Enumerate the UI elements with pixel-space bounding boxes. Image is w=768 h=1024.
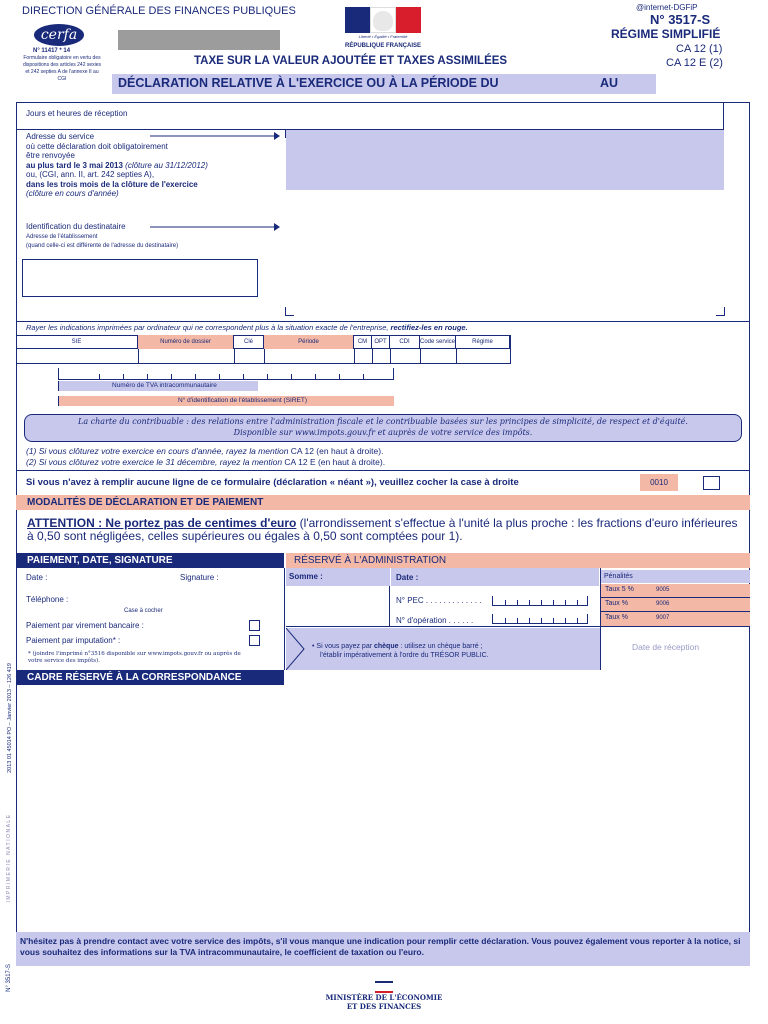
side-code-1: 2013 01 45014 PO – Janvier 2013 – 126 419 (7, 663, 13, 773)
penalite-row-1-code: 9005 (656, 587, 670, 593)
cheque-pre: Si vous payez par (316, 643, 374, 650)
paiement-header: PAIEMENT, DATE, SIGNATURE (16, 553, 284, 568)
id-col-sie: SIE (16, 335, 138, 349)
service-text (26, 132, 208, 199)
form-number: N° 3517-S (650, 12, 711, 27)
correspondance-header: CADRE RÉSERVÉ À LA CORRESPONDANCE (16, 670, 284, 685)
republic-motto: Liberté • Égalité • Fraternité (358, 34, 408, 39)
contact-text: N'hésitez pas à prendre contact avec votre service des impôts, s'il vous manque une indication pour remplir cette déclaration. Vous pouvez également vous reporter à la notice, si vous souhaitez des informations sur la TVA intracommunautaire, le coefficient de taxation ou l'euro. (20, 936, 741, 957)
cheque-rest: : utilisez un chèque barré ; (398, 643, 483, 650)
id-col-regime: Régime (456, 335, 510, 349)
corner-tl (285, 129, 294, 138)
charte-line2: Disponible sur www.impots.gouv.fr et auprès de votre service des impôts. (233, 428, 533, 437)
attention-text (27, 517, 743, 543)
corner-br (716, 307, 725, 316)
regime-label: RÉGIME SIMPLIFIÉ (611, 27, 721, 41)
admin-pec-field[interactable] (492, 596, 588, 606)
grey-box (118, 30, 280, 50)
cheque-bold: chèque (374, 643, 399, 650)
paiement-case: Case à cocher (124, 608, 163, 614)
paiement-virement-label: Paiement par virement bancaire : (26, 621, 144, 630)
cerfa-number: N° 11417 * 14 (33, 48, 71, 54)
paiement-footnote: * (joindre l'imprimé n°3516 disponible sur www.impots.gouv.fr ou auprès de votre service des impôts). (28, 651, 241, 664)
republic-caption: RÉPUBLIQUE FRANÇAISE (344, 43, 421, 49)
internet-tag: @internet-DGFiP (636, 3, 698, 12)
service-deadline: au plus tard le 3 mai 2013 (26, 160, 123, 170)
neant-text: Si vous n'avez à remplir aucune ligne de ce formulaire (déclaration « néant »), veuillez cocher la case à droite (26, 477, 519, 488)
service-line7: (clôture en cours d'année) (26, 189, 119, 198)
admin-somme: Somme : (289, 572, 323, 581)
id-col-code-service: Code service (420, 335, 456, 349)
attention-rest: (l'arrondissement s'effectue à l'unité la plus proche : les fractions d'euro inférieures à 0,50 sont négligées, celles supérieures ou égales à 0,50 sont comptées pour 1). (27, 516, 738, 543)
penalite-row-3 (601, 612, 750, 626)
penalite-row-1-label: Taux 5 % (605, 586, 634, 593)
penalite-row-2-code: 9006 (656, 601, 670, 607)
cheque-chevron-icon (286, 628, 306, 670)
service-address-box (286, 130, 724, 190)
note-1-text: (1) Si vous clôturez votre exercice en cours d'année, rayez la mention (26, 446, 291, 456)
virement-checkbox[interactable] (249, 620, 260, 631)
destinataire-arrow-icon (150, 222, 280, 232)
reception-label: Jours et heures de réception (26, 109, 128, 118)
cerfa-logo-text: cerfa (40, 27, 78, 43)
admin-pec: N° PEC . . . . . . . . . . . . . (396, 596, 482, 605)
ministry-emblem-icon (375, 981, 393, 993)
cerfa-note: Formulaire obligatoire en vertu des dispositions des articles 242 sexies et 242 septies A de l'annexe II au CGI (22, 55, 102, 82)
id-col-cle: Clé (234, 335, 264, 349)
penalite-row-3-code: 9007 (656, 615, 670, 621)
penalite-row-2-label: Taux % (605, 600, 628, 607)
charte-line1: La charte du contribuable : des relations entre l'administration fiscale et le contribuable basées sur les principes de simplicité, de respect et d'équité. (78, 417, 688, 426)
republic-logo (345, 7, 421, 43)
penalites-header: Pénalités (601, 570, 750, 583)
admin-somme-box (286, 568, 390, 626)
cheque-line2: l'établir impérativement à l'ordre du TRÉSOR PUBLIC. (320, 652, 489, 659)
admin-operation: N° d'opération . . . . . . (396, 616, 474, 625)
admin-date-band (391, 568, 599, 586)
rayer-bold: rectifiez-les en rouge. (390, 323, 468, 332)
paiement-date: Date : (26, 573, 48, 582)
direction-title: DIRECTION GÉNÉRALE DES FINANCES PUBLIQUES (22, 5, 296, 17)
id-col-periode: Période (264, 335, 354, 349)
service-line2: où cette déclaration doit obligatoirement (26, 141, 168, 151)
ca12-label: CA 12 (1) (676, 43, 723, 55)
imputation-checkbox[interactable] (249, 635, 260, 646)
destinataire-label: Identification du destinataire (26, 222, 126, 231)
cerfa-logo (34, 24, 84, 46)
admin-date: Date : (396, 573, 419, 582)
cheque-text: • Si vous payez par chèque : utilisez un chèque barré ; l'établir impérativement à l'ordre du TRÉSOR PUBLIC. (312, 643, 489, 659)
note-2-mention: CA 12 E (284, 457, 316, 467)
note-2 (26, 457, 385, 467)
ca12e-label: CA 12 E (2) (666, 57, 723, 69)
service-line5: ou, (CGI, ann. II, art. 242 septies A), (26, 170, 155, 179)
note-1 (26, 446, 383, 456)
service-cloture: (clôture au 31/12/2012) (122, 160, 208, 170)
id-col-opt: OPT (372, 335, 390, 349)
attention-bold: ATTENTION : Ne portez pas de centimes d'euro (27, 516, 297, 530)
ministry-line2: ET DES FINANCES (346, 1002, 422, 1011)
id-col-cdi: CDI (390, 335, 420, 349)
tva-intra-label: Numéro de TVA intracommunautaire (112, 382, 217, 389)
destinataire-sub1: Adresse de l'établissement (26, 234, 98, 240)
note-2-text: (2) Si vous clôturez votre exercice le 31 décembre, rayez la mention (26, 457, 285, 467)
penalite-row-1 (601, 584, 750, 598)
neant-code: 0010 (640, 474, 678, 491)
rayer-main: Rayer les indications imprimées par ordinateur qui ne correspondent plus à la situation exacte de l'entreprise, (26, 323, 391, 332)
id-col-cm: CM (354, 335, 372, 349)
service-line3: être renvoyée (26, 151, 75, 160)
siret-label: N° d'identification de l'établissement (SIRET) (178, 397, 307, 404)
declaration-subtitle: DÉCLARATION RELATIVE À L'EXERCICE OU À LA PÉRIODE DU (118, 76, 499, 90)
ministry-line1: MINISTÈRE DE L'ÉCONOMIE (325, 993, 443, 1002)
note-1-mention: CA 12 (290, 446, 314, 456)
marianne-icon (373, 11, 393, 31)
neant-rule (16, 470, 750, 471)
side-code-2: IMPRIMERIE NATIONALE (6, 813, 12, 903)
destinataire-sub2: (quand celle-ci est différente de l'adresse du destinataire) (26, 243, 179, 249)
neant-checkbox[interactable] (703, 476, 720, 490)
side-code-3: N° 3517-S (6, 964, 12, 992)
rayer-rule (16, 321, 750, 322)
tva-intra-field[interactable] (58, 368, 394, 380)
penalite-row-3-label: Taux % (605, 614, 628, 621)
form-title: TAXE SUR LA VALEUR AJOUTÉE ET TAXES ASSIMILÉES (194, 55, 508, 67)
corner-bl (285, 307, 294, 316)
admin-operation-field[interactable] (492, 614, 588, 624)
admin-header: RÉSERVÉ À L'ADMINISTRATION (286, 553, 750, 568)
paiement-block-border (284, 568, 285, 670)
paiement-imputation-label: Paiement par imputation* : (26, 636, 121, 645)
id-table (16, 335, 510, 364)
service-line6: dans les trois mois de la clôture de l'exercice (26, 179, 198, 189)
paiement-telephone: Téléphone : (26, 595, 69, 604)
service-arrow-icon (150, 131, 280, 141)
note-1-end: (en haut à droite). (313, 446, 384, 456)
paiement-signature: Signature : (180, 573, 219, 582)
declaration-au: AU (600, 76, 619, 90)
note-2-end: (en haut à droite). (315, 457, 386, 467)
service-line1: Adresse du service (26, 132, 95, 141)
etablissement-address-input[interactable] (22, 259, 258, 297)
rayer-text (26, 323, 468, 332)
id-col-dossier: Numéro de dossier (138, 335, 234, 349)
modalites-header: MODALITÉS DE DÉCLARATION ET DE PAIEMENT (27, 497, 264, 508)
date-reception: Date de réception (632, 642, 700, 652)
correspondance-area[interactable] (17, 686, 749, 922)
penalite-row-2 (601, 598, 750, 612)
